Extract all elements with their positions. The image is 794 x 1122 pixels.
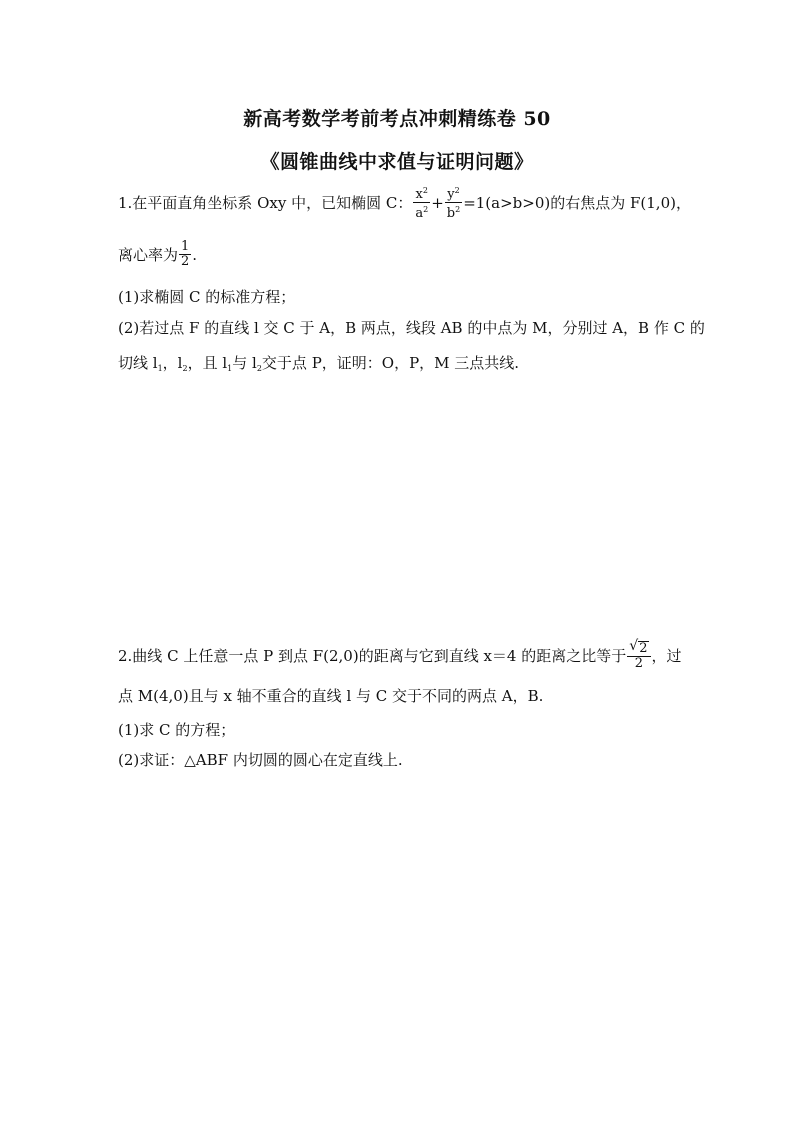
q1-part2: (2)若过点 F 的直线 l 交 C 于 A，B 两点，线段 AB 的中点为 M，分别过 A，B 作 C 的 bbox=[118, 319, 705, 337]
q2-stem-line2: 点 M(4,0)且与 x 轴不重合的直线 l 与 C 交于不同的两点 A，B. bbox=[118, 687, 544, 705]
q1-stem-text-a: 1.在平面直角坐标系 Oxy 中，已知椭圆 C： bbox=[118, 193, 413, 212]
q1-stem-text-b: =1(a>b>0)的右焦点为 F(1,0)， bbox=[463, 193, 691, 212]
document-subtitle: 《圆锥曲线中求值与证明问题》 bbox=[260, 151, 534, 173]
q1-eccentricity-fraction: $\frac{1}{2}$ bbox=[181, 239, 190, 269]
q1-eccentricity-label: 离心率为 bbox=[118, 245, 179, 264]
q2-part2: (2)求证：△ABF 内切圆的圆心在定直线上. bbox=[118, 751, 403, 769]
q1-plus: + bbox=[431, 193, 444, 212]
q1-fraction-x: $\frac{x^2}{a^2}$ bbox=[415, 186, 429, 222]
q1-stem-line2: 离心率为 $\frac{1}{2}$ . bbox=[118, 239, 198, 269]
q2-part1: (1)求 C 的方程； bbox=[118, 721, 236, 739]
q2-stem-text-a: 2.曲线 C 上任意一点 P 到点 F(2,0)的距离与它到直线 x＝4 的距离之比等于 bbox=[118, 647, 627, 665]
q1-fraction-y: $\frac{y^2}{b^2}$ bbox=[446, 186, 461, 222]
q1-stem-line1 bbox=[118, 184, 691, 222]
q1-part1: (1)求椭圆 C 的标准方程； bbox=[118, 288, 296, 306]
q2-stem-line1 bbox=[118, 638, 682, 671]
q2-ratio-fraction: √ 2 2 bbox=[627, 641, 650, 671]
document-title: 新高考数学考前考点冲刺精练卷 50 bbox=[243, 108, 551, 130]
q1-part2-continued: 切线 $l_1$，$l_2$，且 $l_1$与 $l_2$交于点 P，证明：O，P，M 三点共线. bbox=[118, 354, 520, 373]
q2-stem-text-b: ，过 bbox=[651, 647, 682, 665]
